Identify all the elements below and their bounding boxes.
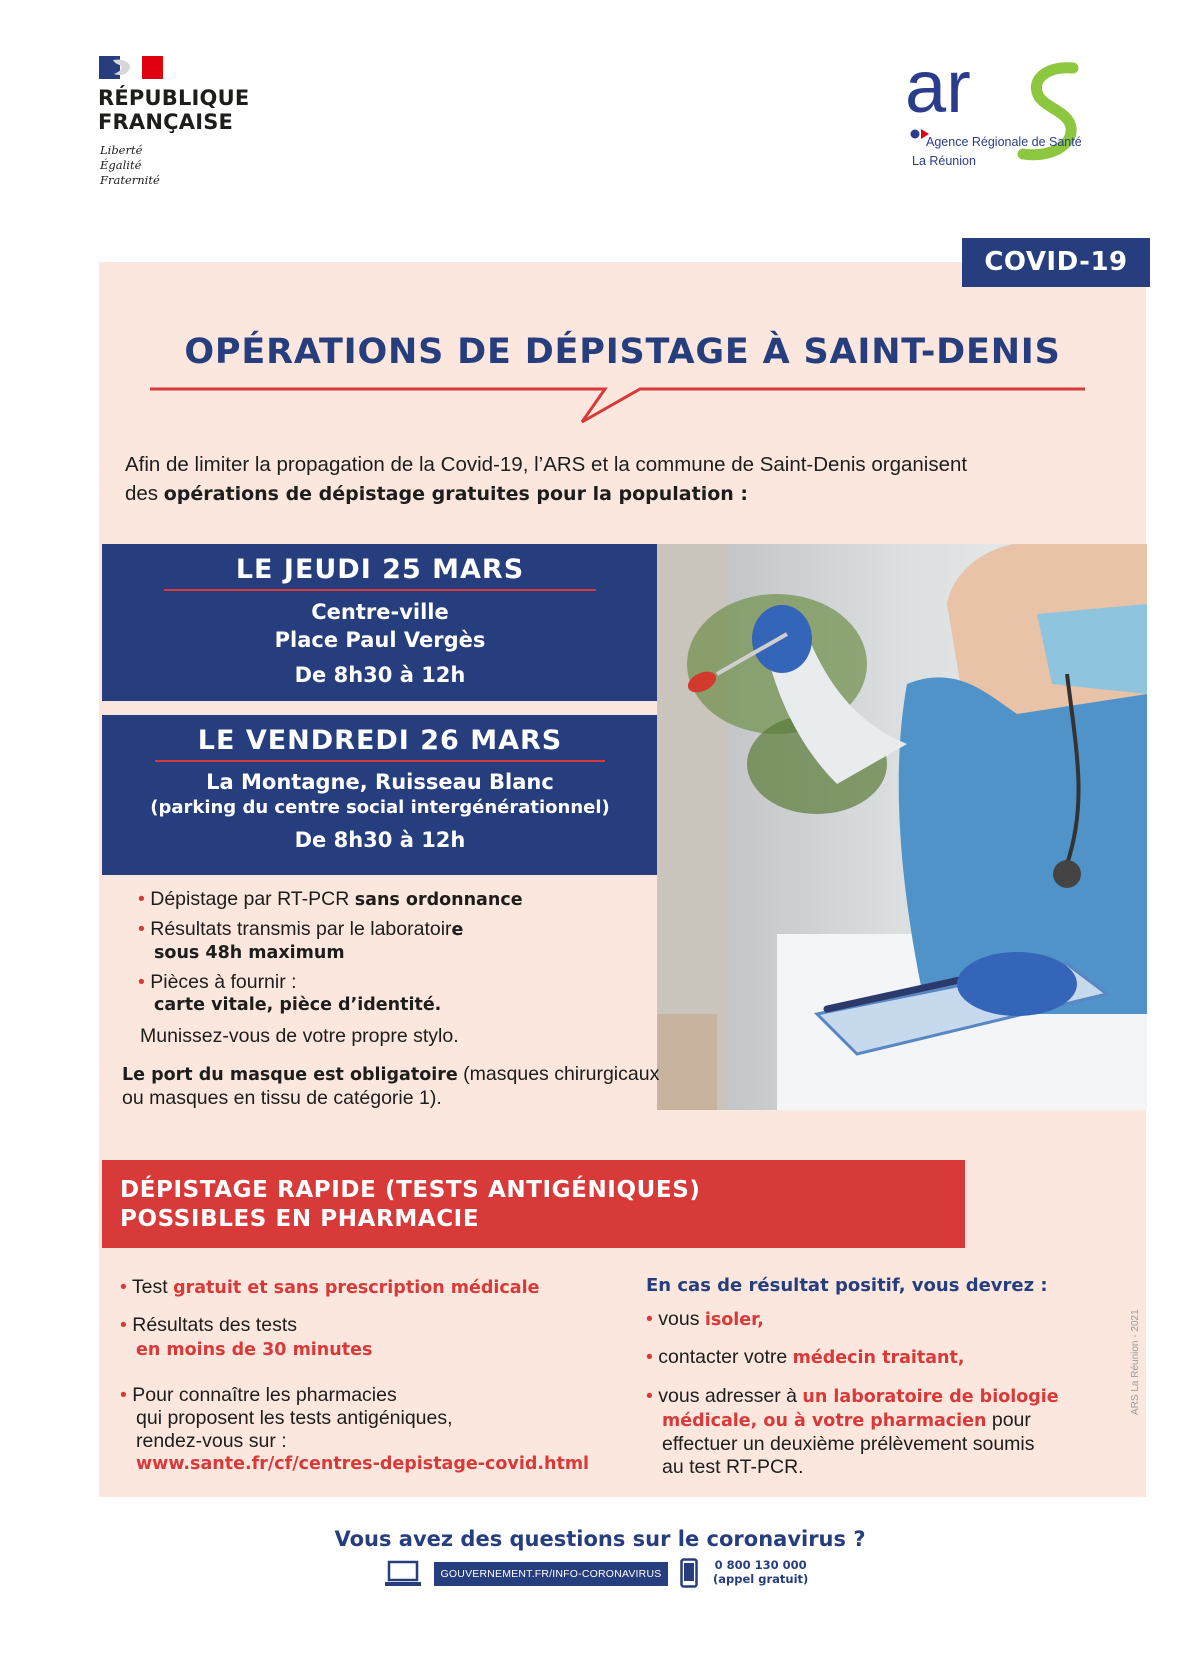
date-divider xyxy=(155,760,605,762)
republique-francaise: RÉPUBLIQUE FRANÇAISE xyxy=(98,86,250,134)
info-url-button[interactable]: GOUVERNEMENT.FR/INFO-CORONAVIRUS xyxy=(434,1562,668,1586)
date-divider xyxy=(164,589,596,591)
list-item: • vous adresser à un laboratoire de biologie médicale, ou à votre pharmacien pour effectuer un deuxième prélèvement soumis au test RT-PCR. xyxy=(646,1385,1059,1478)
mask-note: Le port du masque est obligatoire (masques chirurgicaux ou masques en tissu de catégorie 1). xyxy=(122,1063,660,1109)
republic-motto: Liberté Égalité Fraternité xyxy=(100,143,160,187)
phone-icon xyxy=(680,1558,698,1588)
stylo-note: Munissez-vous de votre propre stylo. xyxy=(140,1025,459,1047)
list-item: • Résultats transmis par le laboratoire sous 48h maximum xyxy=(138,918,464,963)
session-date: LE JEUDI 25 MARS xyxy=(235,554,525,585)
session-hours: De 8h30 à 12h xyxy=(294,828,466,852)
credit-text: ARS La Réunion - 2021 xyxy=(1130,1309,1141,1415)
list-item: • Pour connaître les pharmacies qui proposent les tests antigéniques, rendez-vous sur : www.sante.fr/cf/centres-depistage-covid.html xyxy=(120,1384,590,1474)
session-place: Centre-ville xyxy=(311,600,449,624)
svg-text:ar: ar xyxy=(905,62,971,128)
session-hours: De 8h30 à 12h xyxy=(294,663,466,687)
list-item: • Dépistage par RT-PCR sans ordonnance xyxy=(138,888,523,910)
list-item: • vous isoler, xyxy=(646,1308,764,1330)
session-box-friday xyxy=(102,715,658,875)
list-item: • Test gratuit et sans prescription médicale xyxy=(120,1276,540,1298)
list-item: • contacter votre médecin traitant, xyxy=(646,1346,965,1368)
session-place-detail: Place Paul Vergès xyxy=(274,628,486,652)
page-title: OPÉRATIONS DE DÉPISTAGE À SAINT-DENIS xyxy=(184,332,1061,372)
phone-number[interactable]: 0 800 130 000 (appel gratuit) xyxy=(713,1558,809,1586)
marianne-flag-icon xyxy=(99,56,163,79)
session-box-thursday xyxy=(102,544,658,701)
healthcare-worker-photo xyxy=(657,544,1147,1110)
session-place-detail: (parking du centre social intergénérationnel) xyxy=(150,797,610,818)
covid-tag: COVID-19 xyxy=(962,238,1150,287)
ars-agency-name: Agence Régionale de Santé xyxy=(926,135,1082,149)
title-underline xyxy=(150,380,1085,430)
positive-result-heading: En cas de résultat positif, vous devrez : xyxy=(646,1275,1048,1296)
session-date: LE VENDREDI 26 MARS xyxy=(197,725,563,756)
intro-text: Afin de limiter la propagation de la Covid-19, l’ARS et la commune de Saint-Denis organisent des opérations de dépistage gratuites pour la population : xyxy=(125,453,968,505)
list-item: • Résultats des tests en moins de 30 minutes xyxy=(120,1314,373,1360)
ars-region: La Réunion xyxy=(912,154,976,168)
pharmacy-link[interactable]: www.sante.fr/cf/centres-depistage-covid.html xyxy=(136,1454,590,1474)
list-item: • Pièces à fournir : carte vitale, pièce d’identité. xyxy=(138,971,442,1015)
rapid-test-heading: DÉPISTAGE RAPIDE (TESTS ANTIGÉNIQUES) POSSIBLES EN PHARMACIE xyxy=(120,1177,701,1232)
footer-question: Vous avez des questions sur le coronavirus ? xyxy=(334,1527,866,1551)
session-place: La Montagne, Ruisseau Blanc xyxy=(206,770,554,794)
laptop-icon xyxy=(384,1560,422,1588)
